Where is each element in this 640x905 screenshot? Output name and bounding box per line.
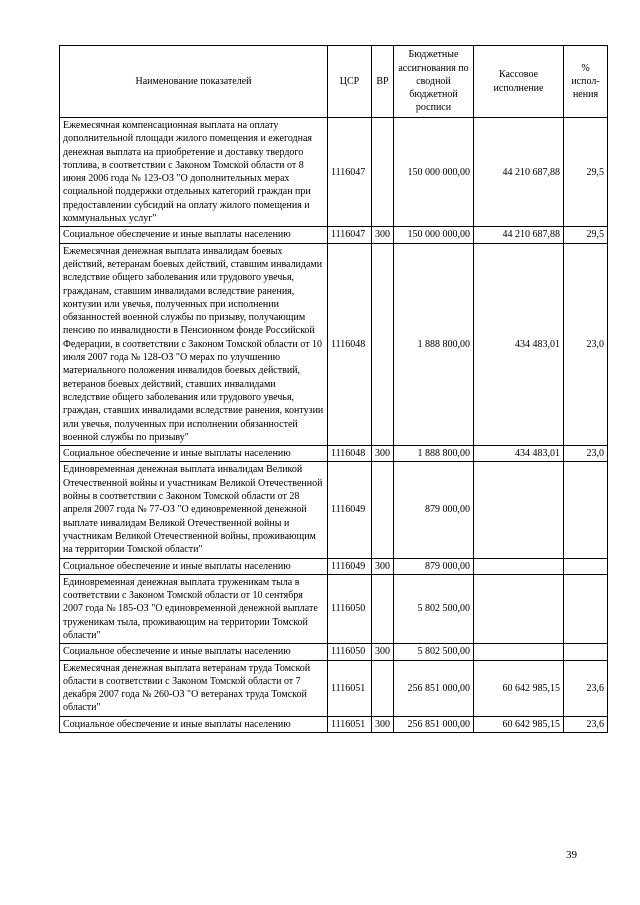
row-vr: 300	[372, 227, 394, 243]
table-row	[60, 574, 608, 643]
row-cash	[474, 644, 564, 660]
table-row	[60, 462, 608, 558]
header-name: Наименование показателей	[60, 46, 328, 118]
row-cash: 434 483,01	[474, 243, 564, 445]
row-name: Социальное обеспечение и иные выплаты населению	[60, 716, 328, 732]
row-vr: 300	[372, 446, 394, 462]
table-row	[60, 644, 608, 660]
row-name: Единовременная денежная выплата труженикам тыла в соответствии с Законом Томской области от 10 сентября 2007 года № 185-ОЗ "О единовременной денежной выплате труженикам тыла, проживающим на территории Томской области"	[60, 574, 328, 643]
row-budget: 150 000 000,00	[394, 227, 474, 243]
table-row	[60, 446, 608, 462]
row-csr: 1116051	[328, 716, 372, 732]
budget-execution-table	[59, 45, 608, 733]
row-csr: 1116051	[328, 660, 372, 716]
row-vr	[372, 462, 394, 558]
row-name: Ежемесячная денежная выплата инвалидам боевых действий, ветеранам боевых действий, ставшим инвалидами вследствие общего заболевания или трудового увечья, гражданам, ставшим инвалидами вследствие ранения, контузии или увечья, полученных при исполнении обязанностей военной службы по призыву, получающим пенсию по инвалидности в Пенсионном фонде Российской Федерации, в соответствии с Законом Томской области от 10 июля 2007 года № 128-ОЗ "О мерах по улучшению материального положения инвалидов боевых действий, ветеранов боевых действий, ставших инвалидами вследствие общего заболевания или трудового увечья, граждан, ставших инвалидами вследствие ранения, контузии или увечья, полученных при исполнении обязанностей военной службы по призыву"	[60, 243, 328, 445]
row-budget: 1 888 800,00	[394, 243, 474, 445]
row-budget: 5 802 500,00	[394, 644, 474, 660]
header-budget: Бюджетные ассигнования по сводной бюджетной росписи	[394, 46, 474, 118]
row-budget: 5 802 500,00	[394, 574, 474, 643]
row-csr: 1116050	[328, 574, 372, 643]
row-name: Социальное обеспечение и иные выплаты населению	[60, 227, 328, 243]
row-vr	[372, 243, 394, 445]
row-csr: 1116049	[328, 558, 372, 574]
row-csr: 1116048	[328, 243, 372, 445]
table-row	[60, 558, 608, 574]
row-percent: 23,6	[564, 660, 608, 716]
row-percent	[564, 462, 608, 558]
row-budget: 150 000 000,00	[394, 118, 474, 227]
table-header-row	[60, 46, 608, 118]
row-cash: 60 642 985,15	[474, 660, 564, 716]
row-percent	[564, 558, 608, 574]
row-csr: 1116049	[328, 462, 372, 558]
row-percent: 23,0	[564, 243, 608, 445]
row-budget: 879 000,00	[394, 462, 474, 558]
row-cash	[474, 574, 564, 643]
row-cash: 44 210 687,88	[474, 118, 564, 227]
row-name: Социальное обеспечение и иные выплаты населению	[60, 644, 328, 660]
row-cash	[474, 558, 564, 574]
header-percent: % испол-нения	[564, 46, 608, 118]
row-vr	[372, 574, 394, 643]
page-number: 39	[566, 849, 577, 861]
row-cash	[474, 462, 564, 558]
header-cash: Кассовое исполнение	[474, 46, 564, 118]
row-name: Социальное обеспечение и иные выплаты населению	[60, 446, 328, 462]
row-csr: 1116047	[328, 227, 372, 243]
row-percent: 23,0	[564, 446, 608, 462]
row-vr: 300	[372, 644, 394, 660]
row-budget: 256 851 000,00	[394, 716, 474, 732]
row-vr	[372, 660, 394, 716]
table-row	[60, 118, 608, 227]
row-csr: 1116050	[328, 644, 372, 660]
row-csr: 1116048	[328, 446, 372, 462]
table-row	[60, 227, 608, 243]
table-row	[60, 716, 608, 732]
row-name: Единовременная денежная выплата инвалидам Великой Отечественной войны и участникам Великой Отечественной войны в соответствии с Законом Томской области от 28 апреля 2007 года № 77-ОЗ "О единовременной денежной выплате инвалидам Великой Отечественной войны и участникам Великой Отечественной войны, проживающим на территории Томской области"	[60, 462, 328, 558]
header-vr: ВР	[372, 46, 394, 118]
row-percent: 29,5	[564, 227, 608, 243]
row-vr: 300	[372, 558, 394, 574]
row-budget: 879 000,00	[394, 558, 474, 574]
row-vr: 300	[372, 716, 394, 732]
header-csr: ЦСР	[328, 46, 372, 118]
row-cash: 434 483,01	[474, 446, 564, 462]
row-name: Социальное обеспечение и иные выплаты населению	[60, 558, 328, 574]
row-percent	[564, 574, 608, 643]
row-cash: 44 210 687,88	[474, 227, 564, 243]
row-csr: 1116047	[328, 118, 372, 227]
row-percent	[564, 644, 608, 660]
row-budget: 1 888 800,00	[394, 446, 474, 462]
row-budget: 256 851 000,00	[394, 660, 474, 716]
row-percent: 23,6	[564, 716, 608, 732]
row-name: Ежемесячная денежная выплата ветеранам труда Томской области в соответствии с Законом Томской области от 7 декабря 2007 года № 260-ОЗ "О ветеранах труда Томской области"	[60, 660, 328, 716]
table-row	[60, 243, 608, 445]
row-vr	[372, 118, 394, 227]
table-row	[60, 660, 608, 716]
row-name: Ежемесячная компенсационная выплата на оплату дополнительной площади жилого помещения и ежегодная денежная выплата на приобретение и доставку твердого топлива, в соответствии с Законом Томской области от 8 июня 2006 года № 123-ОЗ "О дополнительных мерах социальной поддержки отдельных категорий граждан при предоставлении субсидий на оплату жилого помещения и коммунальных услуг"	[60, 118, 328, 227]
row-cash: 60 642 985,15	[474, 716, 564, 732]
row-percent: 29,5	[564, 118, 608, 227]
